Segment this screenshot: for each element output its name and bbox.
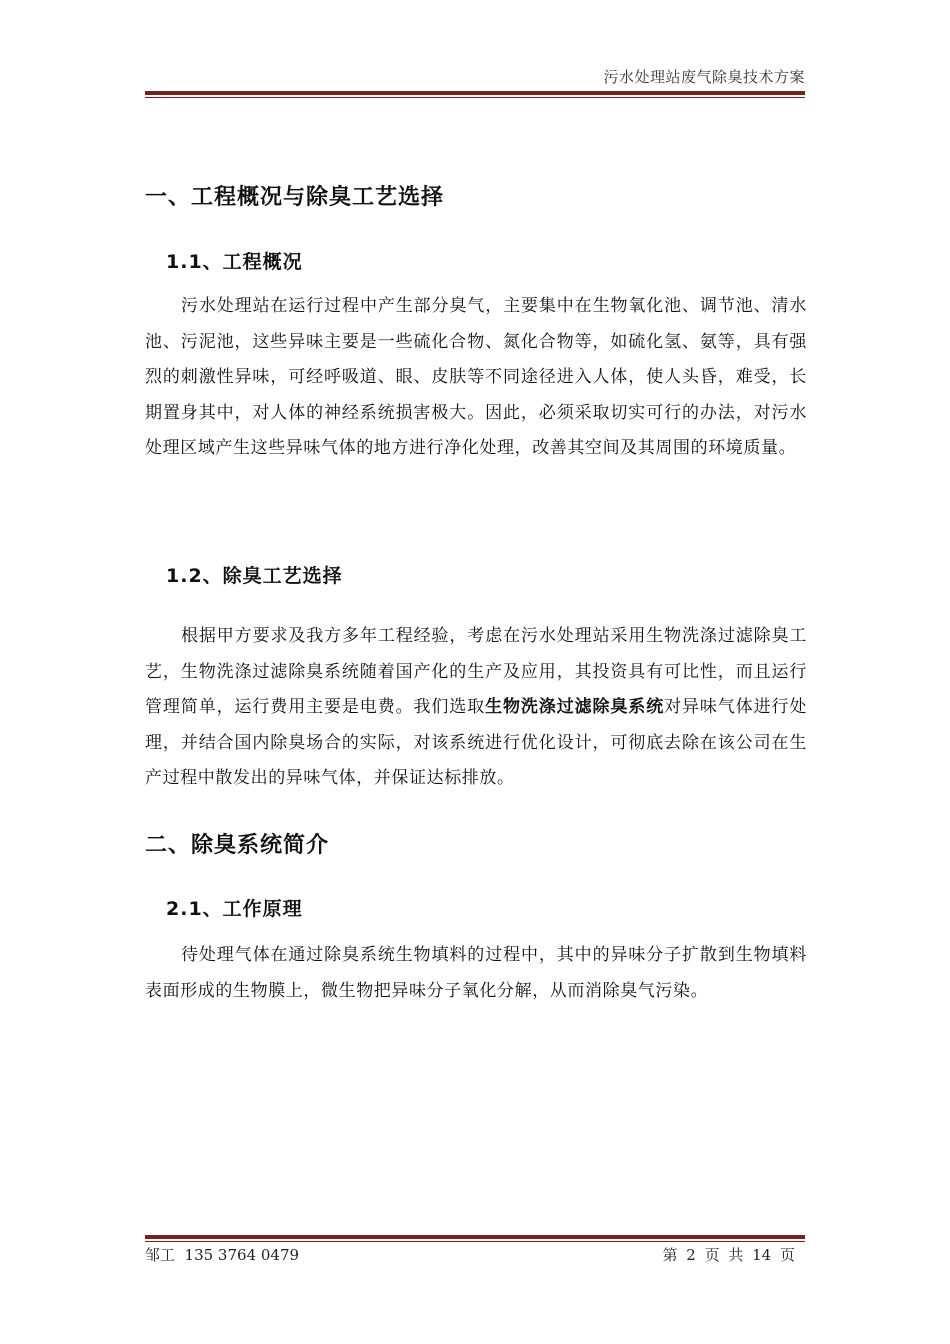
header-rule-thick: [145, 91, 805, 95]
paragraph-1-2-text-before: 根据甲方要求及我方多年工程经验，考虑在污水处理站采用生物洗涤过滤除臭工艺，生物洗涤过滤除臭系统随着国产化的生产及应用，其投资具有可比性，而且运行管理简单，运行费用主要是电费。我们选取: [145, 626, 807, 717]
paragraph-2-1: 待处理气体在通过除臭系统生物填料的过程中，其中的异味分子扩散到生物填料表面形成的生物膜上，微生物把异味分子氧化分解，从而消除臭气污染。: [145, 945, 807, 1001]
subsection-heading-1-2: 1.2、除臭工艺选择: [166, 565, 343, 587]
footer-rule-thin: [145, 1241, 805, 1242]
paragraph-1-1: 污水处理站在运行过程中产生部分臭气，主要集中在生物氧化池、调节池、清水池、污泥池，这些异味主要是一些硫化合物、氮化合物等，如硫化氢、氨等，具有强烈的刺激性异味，可经呼吸道、眼、皮肤等不同途径进入人体，使人头昏，难受，长期置身其中，对人体的神经系统损害极大。因此，必须采取切实可行的办法，对污水处理区域产生这些异味气体的地方进行净化处理，改善其空间及其周围的环境质量。: [145, 296, 807, 458]
section-heading-1: 一、工程概况与除臭工艺选择: [145, 185, 445, 210]
paragraph-1-2: [145, 619, 807, 797]
subsection-heading-2-1: 2.1、工作原理: [166, 898, 303, 920]
section-heading-2: 二、除臭系统简介: [145, 833, 330, 858]
footer-contact: 邹工 135 3764 0479: [145, 1246, 300, 1264]
subsection-heading-1-1: 1.1、工程概况: [166, 251, 303, 273]
footer-rule-thick: [145, 1235, 805, 1239]
paragraph-1-2-bold-term: 生物洗涤过滤除臭系统: [485, 697, 665, 717]
header-title: 污水处理站废气除臭技术方案: [603, 68, 805, 86]
paragraph-1-2-text-after: 对异味气体进行处理，并结合国内除臭场合的实际，对该系统进行优化设计，可彻底去除在该公司在生产过程中散发出的异味气体，并保证达标排放。: [145, 697, 807, 788]
header-rule-thin: [145, 97, 805, 98]
footer-page-number: 第 2 页 共 14 页: [662, 1246, 795, 1264]
